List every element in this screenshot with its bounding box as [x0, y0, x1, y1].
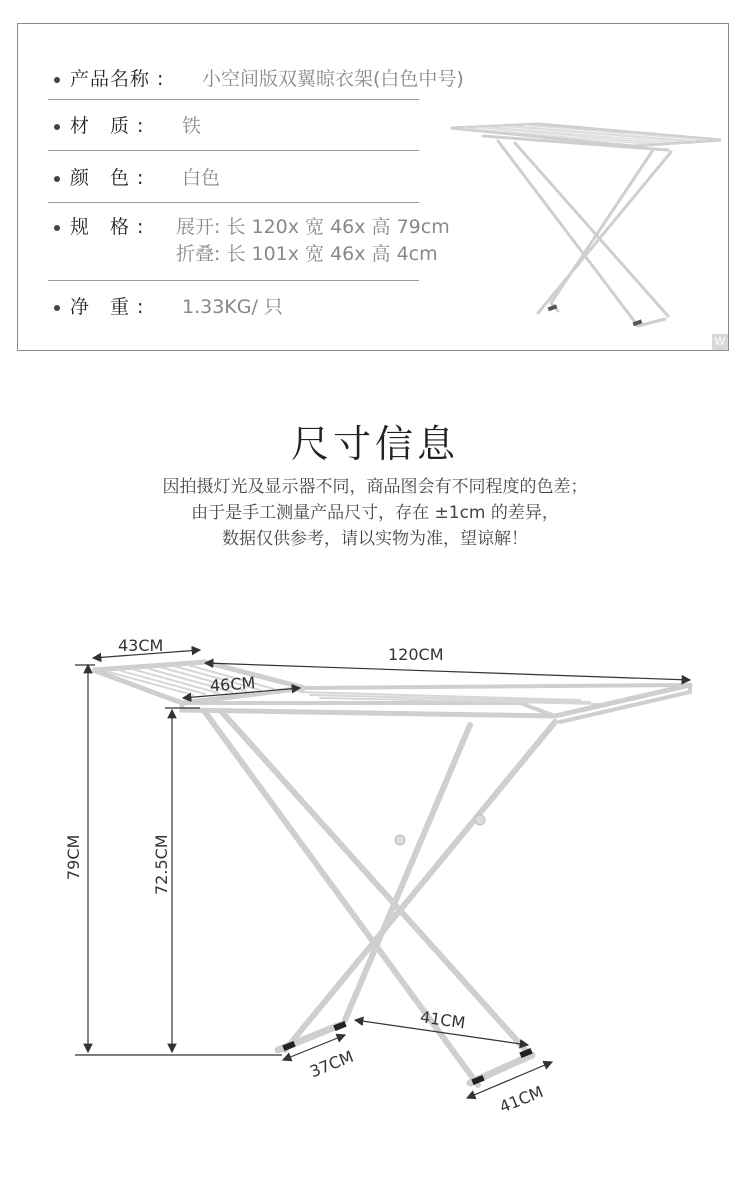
dim-length-label: 120CM	[388, 645, 444, 664]
divider	[48, 202, 419, 203]
spec-value	[176, 214, 450, 268]
dim-total-height-label: 79CM	[64, 834, 83, 880]
spec-label: 规 格 :	[70, 216, 145, 238]
size-unfolded: 展开: 长 120x 宽 46x 高 79cm	[176, 216, 450, 238]
section-title: 尺寸信息	[290, 422, 459, 466]
watermark: W	[712, 334, 728, 350]
rack-thumbnail	[443, 116, 728, 331]
dim-width-label: 46CM	[209, 673, 256, 696]
bullet-icon	[54, 176, 60, 182]
dim-foot-right-label: 41CM	[496, 1081, 546, 1117]
note-line: 因拍摄灯光及显示器不同，商品图会有不同程度的色差；	[162, 477, 588, 497]
spec-value: 小空间版双翼晾衣架(白色中号)	[202, 68, 464, 90]
spec-label: 净 重 :	[70, 296, 145, 318]
spec-label: 产品名称 :	[70, 68, 165, 90]
disclaimer-notes	[0, 474, 750, 552]
divider	[48, 99, 419, 100]
spec-value: 铁	[182, 115, 202, 137]
rack-dimension-diagram	[0, 620, 750, 1140]
size-folded: 折叠: 长 101x 宽 46x 高 4cm	[176, 243, 438, 265]
spec-value: 1.33KG/ 只	[182, 296, 283, 318]
spec-value: 白色	[182, 167, 221, 189]
spec-label: 颜 色 :	[70, 167, 145, 189]
dim-rack-height-label: 72.5CM	[152, 834, 171, 895]
divider	[48, 280, 419, 281]
bullet-icon	[54, 77, 60, 83]
bullet-icon	[54, 124, 60, 130]
bullet-icon	[54, 305, 60, 311]
dim-wing-label: 43CM	[118, 636, 164, 655]
dim-foot-left-label: 37CM	[306, 1046, 357, 1082]
note-line: 数据仅供参考，请以实物为准，望谅解！	[222, 529, 528, 549]
product-spec-box	[17, 23, 729, 351]
bullet-icon	[54, 225, 60, 231]
note-line: 由于是手工测量产品尺寸，存在 ±1cm 的差异，	[191, 503, 559, 523]
rack-illustration	[93, 662, 690, 1085]
spec-label: 材 质 :	[70, 115, 145, 137]
divider	[48, 150, 419, 151]
dim-leg-span-label: 41CM	[418, 1007, 467, 1033]
